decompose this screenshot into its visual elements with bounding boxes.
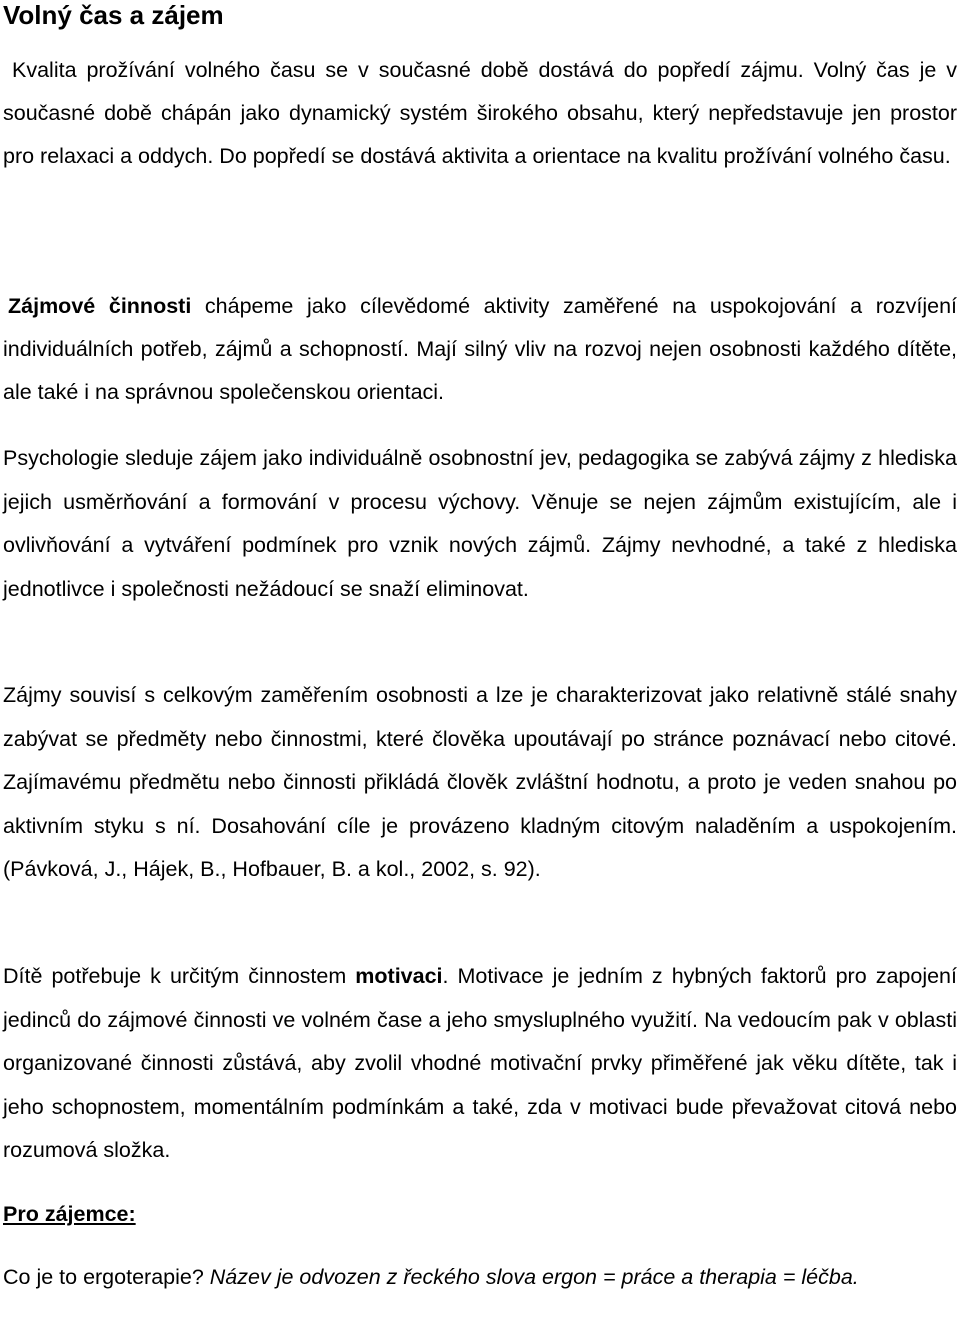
paragraph-text-before: Dítě potřebuje k určitým činnostem xyxy=(3,964,356,988)
paragraph-text: chápeme jako cílevědomé aktivity zaměřené na uspokojování a rozvíjení individuálních potřeb, zájmů a schopností. Mají silný vliv na rozvoj nejen osobnosti každého dítěte, ale také i na správnou společenskou orientaci. xyxy=(3,294,958,404)
paragraph-text: Psychologie sleduje zájem jako individuálně osobnostní jev, pedagogika se zabývá zájmy z hlediska jejich usměrňování a formování v procesu výchovy. Věnuje se nejen zájmům existujícím, ale i ovlivňování a vytváření podmínek pro vznik nových zájmů. Zájmy nevhodné, a také z hlediska jednotlivce i společnosti nežádoucí se snaží eliminovat. xyxy=(3,446,957,601)
paragraph-motivation xyxy=(3,955,957,1173)
paragraph-text: Kvalita prožívání volného času se v současné době dostává do popředí zájmu. Volný čas je v současné době chápán jako dynamický systém širokého obsahu, který nepředstavuje jen prostor pro relaxaci a oddych. Do popředí se dostává aktivita a orientace na kvalitu prožívání volného času. xyxy=(3,58,957,168)
paragraph-psychology xyxy=(3,437,957,611)
paragraph-leisure-quality xyxy=(3,49,957,178)
paragraph-interests-definition xyxy=(3,674,957,892)
paragraph-question: Co je to ergoterapie? xyxy=(3,1265,210,1289)
page-title: Volný čas a zájem xyxy=(3,0,224,30)
paragraph-interest-activities xyxy=(3,285,957,414)
for-interested-heading: Pro zájemce: xyxy=(3,1202,136,1226)
term-interest-activities: Zájmové činnosti xyxy=(8,294,192,318)
paragraph-text: Zájmy souvisí s celkovým zaměřením osobnosti a lze je charakterizovat jako relativně stálé snahy zabývat se předměty nebo činnostmi, které člověka upoutávají po stránce poznávací nebo citové. Zajímavému předmětu nebo činnosti přikládá člověk zvláštní hodnotu, a proto je veden snahou po aktivním styku s ní. Dosahování cíle je provázeno kladným citovým naladěním a uspokojením. (Pávková, J., Hájek, B., Hofbauer, B. a kol., 2002, s. 92). xyxy=(3,683,957,881)
section-heading-for-interested xyxy=(3,1193,957,1236)
paragraph-ergotherapy xyxy=(3,1256,957,1299)
term-motivation: motivaci xyxy=(355,964,443,988)
paragraph-text-after: . Motivace je jedním z hybných faktorů pro zapojení jedinců do zájmové činnosti ve volném čase a jeho smysluplného využití. Na vedoucím pak v oblasti organizované činnosti zůstává, aby zvolil vhodné motivační prvky přiměřené jak věku dítěte, tak i jeho schopnostem, momentálním podmínkám a také, zda v motivaci bude převažovat citová nebo rozumová složka. xyxy=(3,964,957,1162)
paragraph-italic-definition: Název je odvozen z řeckého slova ergon = práce a therapia = léčba. xyxy=(209,1265,859,1289)
